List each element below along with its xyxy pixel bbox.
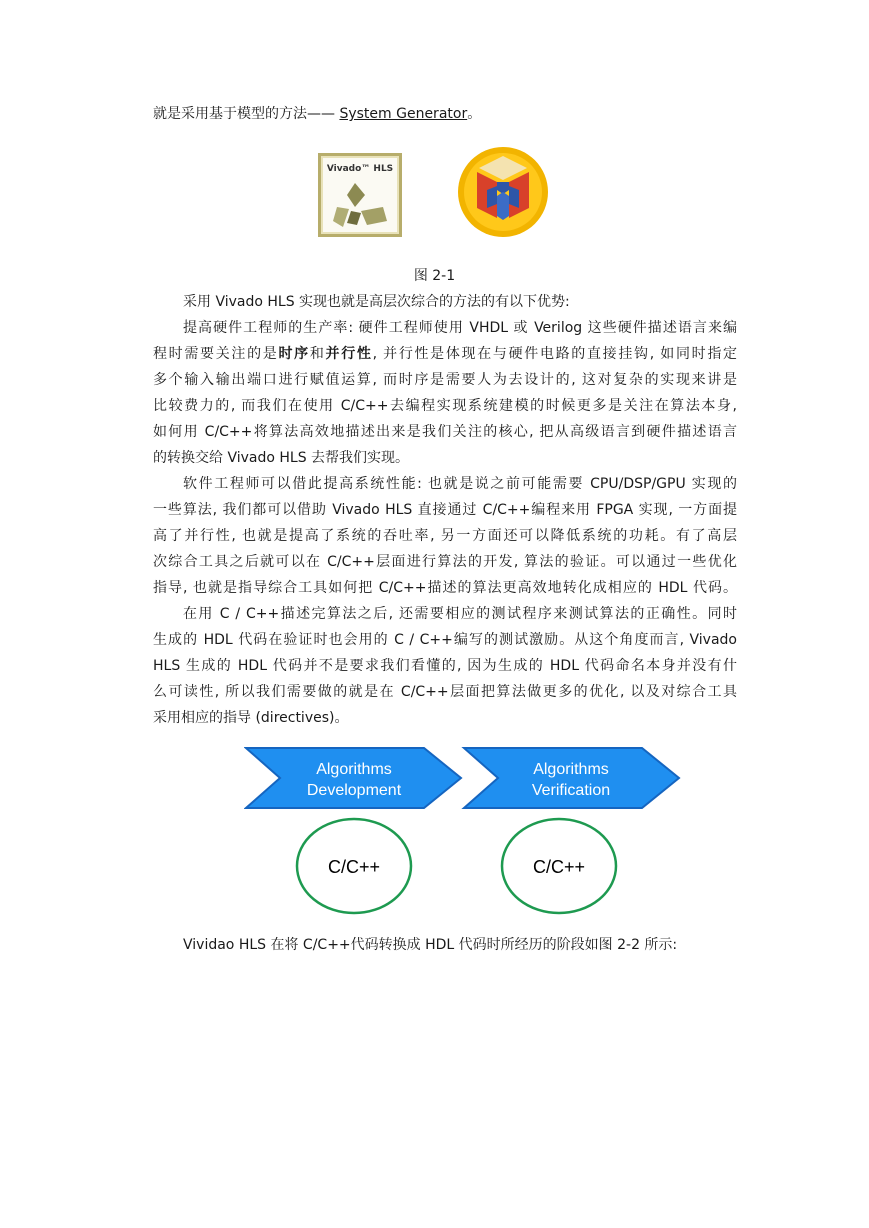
system-generator-logo xyxy=(457,146,549,238)
intro-suffix: 。 xyxy=(467,106,482,122)
paragraph-line: 在用 C / C++描述完算法之后, 还需要相应的测试程序来测试算法的正确性。同时 xyxy=(183,606,737,622)
paragraph-line: 一些算法, 我们都可以借助 Vivado HLS 直接通过 C/C++编程来用 FPGA 实现, 一方面提 xyxy=(153,502,737,518)
arrow-label: Verification xyxy=(531,782,611,799)
arrow-label: Development xyxy=(306,782,402,799)
hls-triangle-icon xyxy=(331,181,389,231)
bold-text: 时序 xyxy=(278,346,310,362)
paragraph-line: 次综合工具之后就可以在 C/C++层面进行算法的开发, 算法的验证。可以通过一些优化 xyxy=(153,554,737,570)
paragraph-line: 多个输入输出端口进行赋值运算, 而时序是需要人为去设计的, 这对复杂的实现来讲是 xyxy=(153,372,737,388)
paragraph-line: 采用 Vivado HLS 实现也就是高层次综合的方法的有以下优势: xyxy=(183,294,570,310)
paragraph-line: 高了并行性, 也就是提高了系统的吞吐率, 另一方面还可以降低系统的功耗。有了高层 xyxy=(153,528,737,544)
circle-label: C/C++ xyxy=(327,857,381,877)
intro-line xyxy=(153,101,737,127)
algorithm-flow-diagram xyxy=(244,744,684,922)
paragraph-line: 提高硬件工程师的生产率: 硬件工程师使用 VHDL 或 Verilog 这些硬件描述语言来编 xyxy=(183,320,737,336)
paragraph-line: 如何用 C/C++将算法高效地描述出来是我们关注的核心, 把从高级语言到硬件描述语言 xyxy=(153,424,737,440)
vivado-hls-logo xyxy=(318,153,402,237)
vivado-hls-logo-text: Vivado™ HLS xyxy=(326,164,394,174)
circle-label: C/C++ xyxy=(532,857,586,877)
bold-text: 并行性 xyxy=(325,346,373,362)
text-span: 和 xyxy=(309,346,326,362)
development-arrow xyxy=(246,748,461,808)
paragraph-line: 采用相应的指导 (directives)。 xyxy=(153,710,349,726)
paragraph-line: Vividao HLS 在将 C/C++代码转换成 HDL 代码时所经历的阶段如图 2-2 所示: xyxy=(183,937,678,953)
paragraph-line: 么可读性, 所以我们需要做的就是在 C/C++层面把算法做更多的优化, 以及对综合工具 xyxy=(153,684,737,700)
paragraph-line: 比较费力的, 而我们在使用 C/C++去编程实现系统建模的时候更多是关注在算法本身, xyxy=(153,398,737,414)
arrow-label: Algorithms xyxy=(316,761,392,778)
verification-arrow xyxy=(464,748,679,808)
text-span: , 并行性是体现在与硬件电路的直接挂钩, 如同时指定 xyxy=(372,346,737,362)
intro-text: 就是采用基于模型的方法—— xyxy=(153,106,335,122)
paragraph-line: 指导, 也就是指导综合工具如何把 C/C++描述的算法更高效地转化成相应的 HDL 代码。 xyxy=(153,580,737,596)
paragraph-line: 软件工程师可以借此提高系统性能: 也就是说之前可能需要 CPU/DSP/GPU 实现的 xyxy=(183,476,737,492)
text-span: 程时需要关注的是 xyxy=(153,346,279,362)
paragraph-line: HLS 生成的 HDL 代码并不是要求我们看懂的, 因为生成的 HDL 代码命名本身并没有什 xyxy=(153,658,737,674)
paragraph-line: 的转换交给 Vivado HLS 去帮我们实现。 xyxy=(153,450,410,466)
paragraph-line xyxy=(153,341,737,367)
arrow-label: Algorithms xyxy=(533,761,609,778)
figure-caption: 图 2-1 xyxy=(413,268,456,284)
system-generator-link[interactable]: System Generator xyxy=(339,106,468,122)
paragraph-line: 生成的 HDL 代码在验证时也会用的 C / C++编写的测试激励。从这个角度而言, Vivado xyxy=(153,632,737,648)
